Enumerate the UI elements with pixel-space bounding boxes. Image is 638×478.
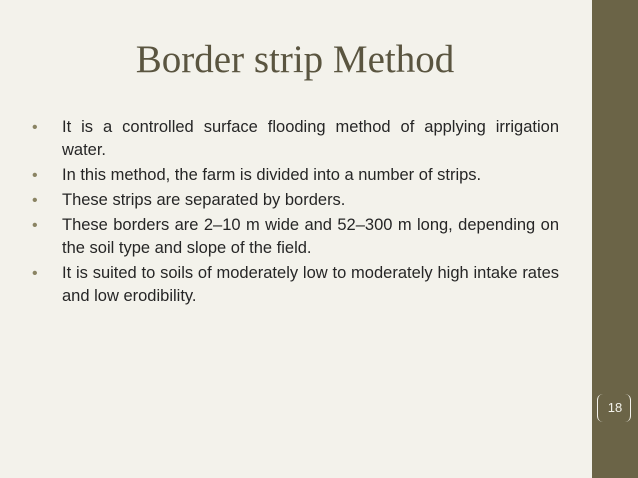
bullet-item <box>32 189 559 212</box>
page-number: 18 <box>607 400 623 415</box>
bullet-item <box>32 214 559 260</box>
bullet-icon: • <box>32 192 38 209</box>
bullet-list <box>32 116 559 310</box>
slide-title: Border strip Method <box>135 38 455 81</box>
bullet-icon: • <box>32 217 38 234</box>
bullet-text: These strips are separated by borders. <box>62 191 346 209</box>
bullet-text: These borders are 2–10 m wide and 52–300 m long, depending on the soil type and slope of the field. <box>62 216 559 257</box>
page-number-badge <box>597 394 631 422</box>
bullet-text: In this method, the farm is divided into a number of strips. <box>62 166 482 184</box>
bullet-text: It is suited to soils of moderately low to moderately high intake rates and low erodibility. <box>62 264 559 305</box>
bullet-item <box>32 262 559 308</box>
bullet-text: It is a controlled surface flooding method of applying irrigation water. <box>62 118 559 159</box>
bullet-icon: • <box>32 119 38 136</box>
bullet-icon: • <box>32 265 38 282</box>
bullet-item <box>32 116 559 162</box>
bullet-icon: • <box>32 167 38 184</box>
bullet-item <box>32 164 559 187</box>
